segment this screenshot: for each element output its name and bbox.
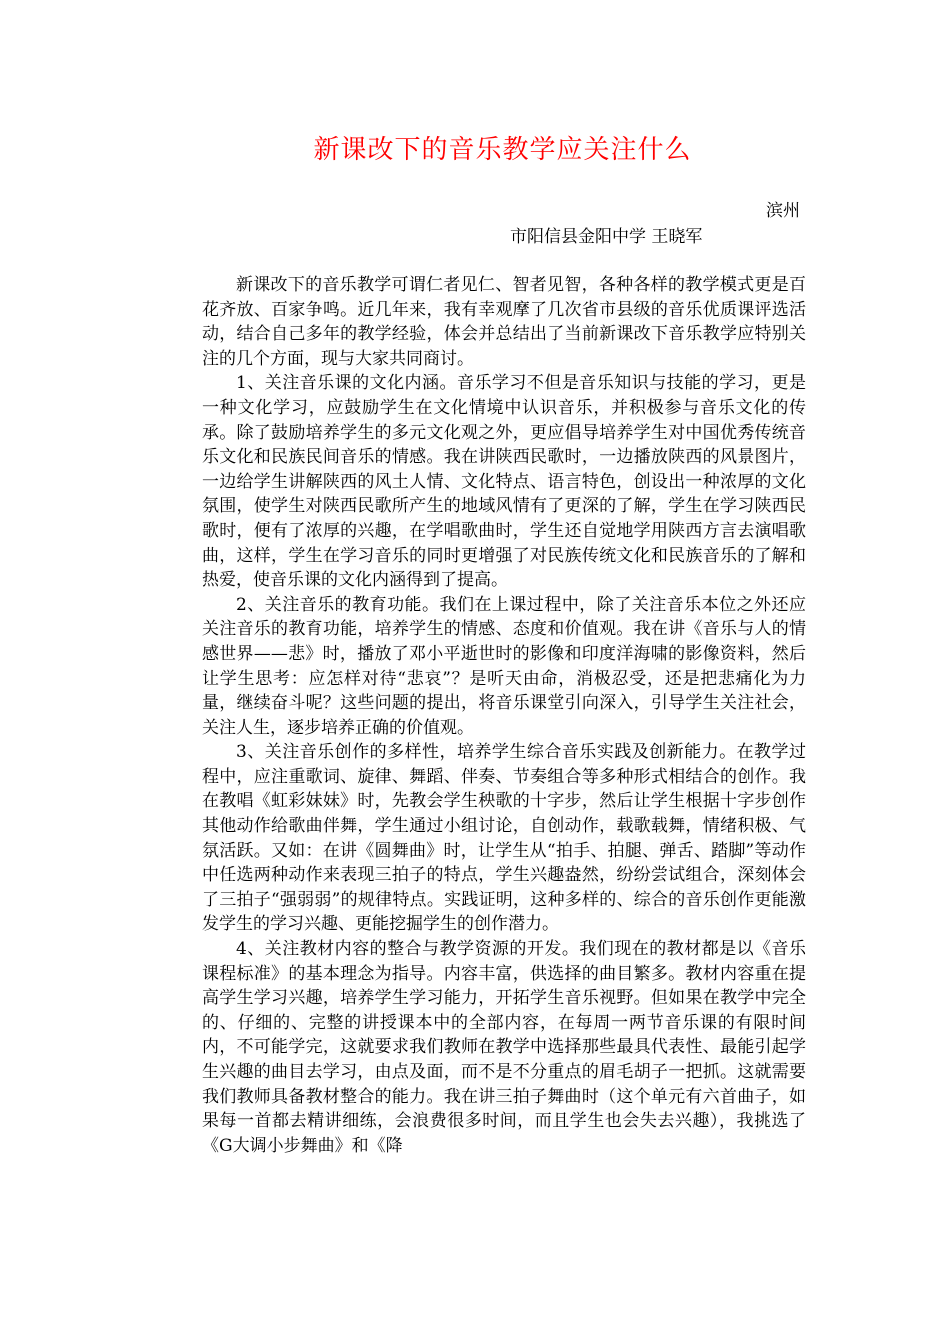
paragraph-intro: 新课改下的音乐教学可谓仁者见仁、智者见智，各种各样的教学模式更是百花齐放、百家争鸣。近几年来，我有幸观摩了几次省市县级的音乐优质课评选活动，结合自己多年的教学经验，体会并总结出了当前新课改下音乐教学应特别关注的几个方面，现与大家共同商讨。	[202, 275, 806, 369]
paragraph-section-1: 1、关注音乐课的文化内涵。音乐学习不但是音乐知识与技能的学习，更是一种文化学习，应鼓励学生在文化情境中认识音乐，并积极参与音乐文化的传承。除了鼓励培养学生的多元文化观之外，更应倡导培养学生对中国优秀传统音乐文化和民族民间音乐的情感。我在讲陕西民歌时，一边播放陕西的风景图片，一边给学生讲解陕西的风土人情、文化特点、语言特色，创设出一种浓厚的文化氛围，使学生对陕西民歌所产生的地域风情有了更深的了解，学生在学习陕西民歌时，便有了浓厚的兴趣，在学唱歌曲时，学生还自觉地学用陕西方言去演唱歌曲，这样，学生在学习音乐的同时更增强了对民族传统文化和民族音乐的了解和热爱，使音乐课的文化内涵得到了提高。	[202, 373, 806, 591]
document-body	[202, 273, 806, 1158]
paragraph-section-2: 2、关注音乐的教育功能。我们在上课过程中，除了关注音乐本位之外还应关注音乐的教育功能，培养学生的情感、态度和价值观。我在讲《音乐与人的情感世界——悲》时，播放了邓小平逝世时的影像和印度洋海啸的影像资料，然后让学生思考：应怎样对待“悲哀”？是听天由命，消极忍受，还是把悲痛化为力量，继续奋斗呢？这些问题的提出，将音乐课堂引向深入，引导学生关注社会，关注人生，逐步培养正确的价值观。	[202, 594, 806, 738]
document-title: 新课改下的音乐教学应关注什么	[313, 135, 692, 165]
paragraph-section-4: 4、关注教材内容的整合与教学资源的开发。我们现在的教材都是以《音乐课程标准》的基本理念为指导。内容丰富，供选择的曲目繁多。教材内容重在提高学生学习兴趣，培养学生学习能力，开拓学生音乐视野。但如果在教学中完全的、仔细的、完整的讲授课本中的全部内容，在每周一两节音乐课的有限时间内，不可能学完，这就要求我们教师在教学中选择那些最具代表性、最能引起学生兴趣的曲目去学习，由点及面，而不是不分重点的眉毛胡子一把抓。这就需要我们教师具备教材整合的能力。我在讲三拍子舞曲时（这个单元有六首曲子，如果每一首都去精讲细练，会浪费很多时间，而且学生也会失去兴趣），我挑选了《G大调小步舞曲》和《降	[202, 939, 806, 1156]
paragraph-section-3: 3、关注音乐创作的多样性，培养学生综合音乐实践及创新能力。在教学过程中，应注重歌词、旋律、舞蹈、伴奏、节奏组合等多种形式相结合的创作。我在教唱《虹彩妹妹》时，先教会学生秧歌的十字步，然后让学生根据十字步创作其他动作给歌曲伴舞，学生通过小组讨论，自创动作，载歌载舞，情绪积极、气氛活跃。又如：在讲《圆舞曲》时，让学生从“拍手、拍腿、弹舌、踏脚”等动作中任选两种动作来表现三拍子的特点，学生兴趣盎然，纷纷尝试组合，深刻体会了三拍子“强弱弱”的规律特点。实践证明，这种多样的、综合的音乐创作更能激发学生的学习兴趣、更能挖掘学生的创作潜力。	[202, 742, 806, 935]
author-school-name: 市阳信县金阳中学 王晓军	[510, 227, 703, 247]
author-location: 滨州	[766, 201, 800, 221]
